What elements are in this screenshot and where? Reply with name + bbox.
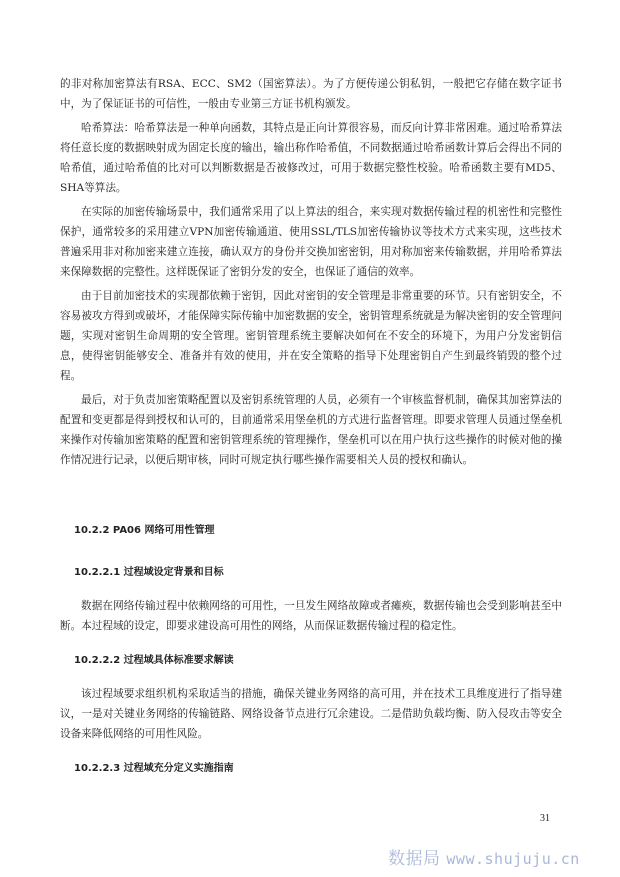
subsection-heading-guide: 10.2.2.3 过程域充分定义实施指南: [74, 763, 234, 774]
body-text: [60, 74, 562, 470]
watermark-url: www.shujuju.cn: [446, 850, 580, 868]
watermark-cn: 数据局: [388, 849, 441, 869]
watermark: [388, 844, 580, 869]
paragraph-requirements: 该过程域要求组织机构采取适当的措施，确保关键业务网络的高可用，并在技术工具维度进行了指导建议，一是对关键业务网络的传输链路、网络设备节点进行冗余建设。二是借助负载均衡、防入侵攻击等安全设备来降低网络的可用性风险。: [60, 688, 562, 740]
page-number: 31: [540, 813, 550, 824]
paragraph-asymmetric-continued: 的非对称加密算法有RSA、ECC、SM2（国密算法）。为了方便传递公钥私钥，一般把它存储在数字证书中，为了保证证书的可信性，一般由专业第三方证书机构颁发。: [60, 78, 562, 110]
subsection-heading-requirements: 10.2.2.2 过程域具体标准要求解读: [74, 655, 234, 666]
paragraph-encryption-scenario: 在实际的加密传输场景中，我们通常采用了以上算法的组合，来实现对数据传输过程的机密性和完整性保护，通常较多的采用建立VPN加密传输通道、使用SSL/TLS加密传输协议等技术方式来实现，这些技术普遍采用非对称加密来建立连接，确认双方的身份并交换加密密钥，用对称加密来传输数据，并用哈希算法来保障数据的完整性。这样既保证了密钥分发的安全，也保证了通信的效率。: [60, 206, 562, 278]
subsection-heading-background: 10.2.2.1 过程域设定背景和目标: [74, 567, 224, 578]
paragraph-audit-supervision: 最后，对于负责加密策略配置以及密钥系统管理的人员，必须有一个审核监督机制，确保其加密算法的配置和变更都是得到授权和认可的，目前通常采用堡垒机的方式进行监督管理。即要求管理人员通过堡垒机来操作对传输加密策略的配置和密钥管理系统的管理操作，堡垒机可以在用户执行这些操作的时候对他的操作情况进行记录，以便后期审核，同时可规定执行哪些操作需要相关人员的授权和确认。: [60, 394, 562, 466]
paragraph-hash-algorithm: 哈希算法：哈希算法是一种单向函数，其特点是正向计算很容易，而反向计算非常困难。通过哈希算法将任意长度的数据映射成为固定长度的输出，输出称作哈希值，不同数据通过哈希函数计算后会得出不同的哈希值，通过哈希值的比对可以判断数据是否被修改过，可用于数据完整性校验。哈希函数主要有MD5、SHA等算法。: [60, 122, 562, 194]
paragraph-key-management: 由于目前加密技术的实现都依赖于密钥，因此对密钥的安全管理是非常重要的环节。只有密钥安全，不容易被攻方得到或破坏，才能保障实际传输中加密数据的安全，密钥管理系统就是为解决密钥的安全管理问题，实现对密钥生命周期的安全管理。密钥管理系统主要解决如何在不安全的环境下，为用户分发密钥信息，使得密钥能够安全、准备并有效的使用，并在安全策略的指导下处理密钥自产生到最终销毁的整个过程。: [60, 290, 562, 382]
section-heading: 10.2.2 PA06 网络可用性管理: [74, 525, 215, 536]
paragraph-background: 数据在网络传输过程中依赖网络的可用性，一旦发生网络故障或者瘫痪，数据传输也会受到影响甚至中断。本过程域的设定，即要求建设高可用性的网络，从而保证数据传输过程的稳定性。: [60, 600, 562, 632]
